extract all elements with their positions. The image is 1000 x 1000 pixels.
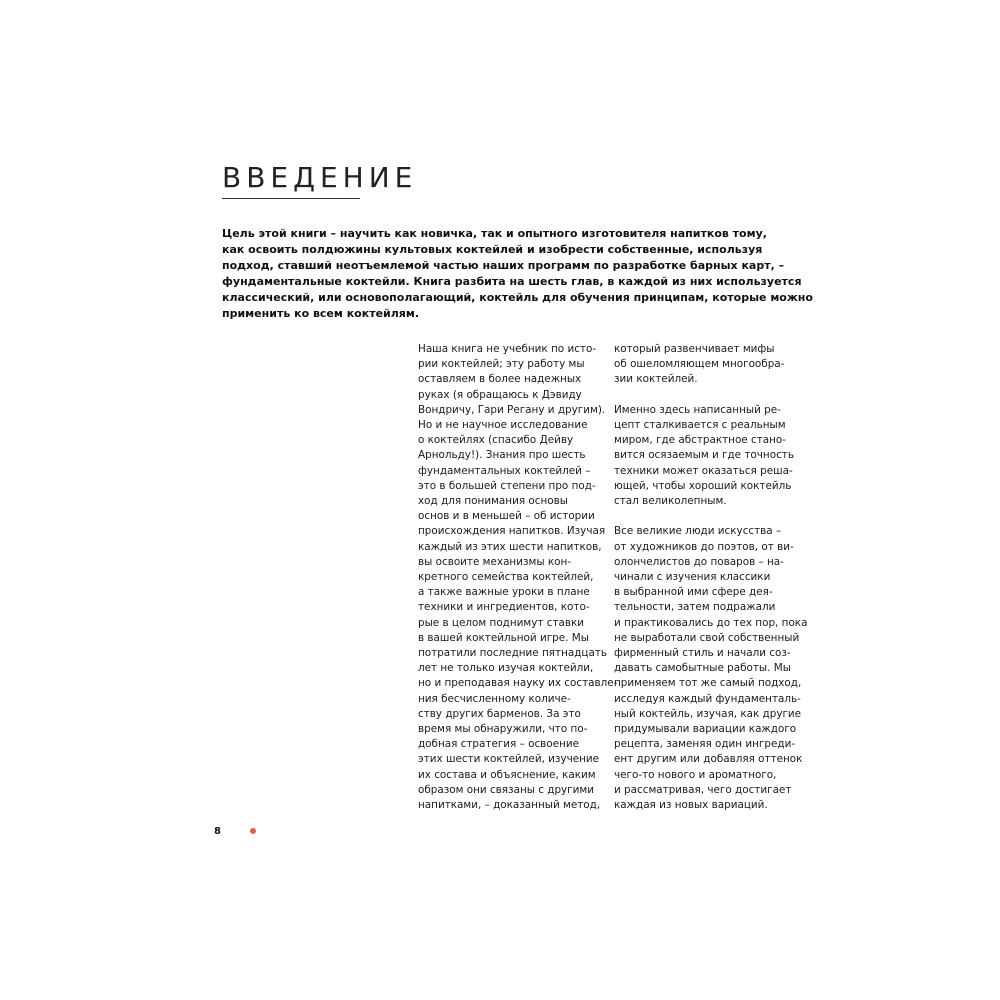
body-line: и рассматривая, чего достигает xyxy=(614,783,792,796)
body-line: каждая из новых вариаций. xyxy=(614,799,768,812)
body-line: вится осязаемым и где точность xyxy=(614,449,794,462)
body-line: руках (я обращаюсь к Дэвиду xyxy=(418,388,582,401)
lead-line: применить ко всем коктейлям. xyxy=(222,307,420,320)
body-line: Все великие люди искусства – xyxy=(614,525,782,538)
body-line: лет не только изучая коктейли, xyxy=(418,662,594,675)
lead-line: фундаментальные коктейли. Книга разбита на шесть глав, в каждой из них используется xyxy=(222,275,802,288)
body-line: происхождения напитков. Изучая xyxy=(418,525,606,538)
body-line: исследуя каждый фундаменталь- xyxy=(614,692,801,705)
body-line: в выбранной ими сфере дея- xyxy=(614,586,773,599)
body-line: время мы обнаружили, что по- xyxy=(418,723,588,736)
body-line: и практиковались до тех пор, пока xyxy=(614,616,808,629)
body-line: этих шести коктейлей, изучение xyxy=(418,753,600,766)
lead-line: подход, ставший неотъемлемой частью наших программ по разработке барных карт, – xyxy=(222,259,785,272)
body-line: образом они связаны с другими xyxy=(418,783,594,796)
body-line: рии коктейлей; эту работу мы xyxy=(418,358,585,371)
paragraph-gap xyxy=(614,509,784,524)
body-line: применяем тот же самый подход, xyxy=(614,677,802,690)
body-line: тельности, затем подражали xyxy=(614,601,776,614)
body-line: напитками, – доказанный метод, xyxy=(418,799,601,812)
body-line: их состава и объяснение, каким xyxy=(418,768,596,781)
body-line: цепт сталкивается с реальным xyxy=(614,419,786,431)
body-line: в вашей коктейльной игре. Мы xyxy=(418,631,589,644)
lead-line: классический, или основополагающий, коктейль для обучения принципам, которые можно xyxy=(222,291,813,304)
body-line: оставляем в более надежных xyxy=(418,373,582,386)
body-column-left xyxy=(418,342,618,813)
body-line: Арнольду!). Знания про шесть xyxy=(418,449,586,462)
body-line: не выработали свой собственный xyxy=(614,631,800,644)
body-line: техники может оказаться реша- xyxy=(614,464,793,477)
heading-underline xyxy=(222,198,360,199)
body-line: олончелистов до поваров – на- xyxy=(614,555,784,568)
body-line: потратили последние пятнадцать xyxy=(418,647,608,660)
body-line: от художников до поэтов, от ви- xyxy=(614,540,794,553)
body-line: ющей, чтобы хороший коктейль xyxy=(614,479,792,492)
body-line: Но и не научное исследование xyxy=(418,419,588,432)
body-line: вы освоите механизмы кон- xyxy=(418,555,572,568)
body-line: чего-то нового и ароматного, xyxy=(614,768,777,781)
lead-paragraph xyxy=(222,226,813,322)
body-line: добная стратегия – освоение xyxy=(418,738,579,751)
body-line: миром, где абстрактное стано- xyxy=(614,434,787,447)
paragraph-gap xyxy=(614,388,784,403)
body-line: который развенчивает мифы xyxy=(614,343,775,355)
body-line: фирменный стиль и начали соз- xyxy=(614,647,791,660)
body-line: ент другим или добавляя оттенок xyxy=(614,753,803,766)
body-line: Именно здесь написанный ре- xyxy=(614,403,781,416)
body-column-right xyxy=(614,342,808,813)
body-line: Наша книга не учебник по исто- xyxy=(418,343,597,355)
body-line: это в большей степени про под- xyxy=(418,479,596,492)
body-line: кретного семейства коктейлей, xyxy=(418,571,594,584)
body-line: ству других барменов. За это xyxy=(418,707,581,720)
body-line: но и преподавая науку их составле- xyxy=(418,677,618,690)
body-line: об ошеломляющем многообра- xyxy=(614,358,785,371)
body-line: ный коктейль, изучая, как другие xyxy=(614,707,802,720)
body-line: придумывали вариации каждого xyxy=(614,723,797,736)
body-line: а также важные уроки в плане xyxy=(418,586,590,599)
body-line: каждый из этих шести напитков, xyxy=(418,540,602,553)
page-number: 8 xyxy=(214,826,221,837)
body-line: Вондричу, Гари Регану и другим). xyxy=(418,403,606,416)
body-line: рые в целом поднимут ставки xyxy=(418,616,585,629)
body-line: фундаментальных коктейлей – xyxy=(418,464,591,477)
chapter-heading: ВВЕДЕНИЕ xyxy=(222,161,418,194)
body-line: зии коктейлей. xyxy=(614,373,698,386)
body-line: давать самобытные работы. Мы xyxy=(614,662,791,675)
body-line: основ и в меньшей – об истории xyxy=(418,510,595,523)
body-line: стал великолепным. xyxy=(614,495,727,508)
body-line: техники и ингредиентов, кото- xyxy=(418,601,590,614)
body-line: ния бесчисленному количе- xyxy=(418,692,571,705)
body-line: чинали с изучения классики xyxy=(614,571,771,584)
body-line: о коктейлях (спасибо Дейву xyxy=(418,434,574,447)
body-line: рецепта, заменяя один ингреди- xyxy=(614,738,796,751)
lead-line: как освоить полдюжины культовых коктейлей и изобрести собственные, используя xyxy=(222,243,763,256)
lead-line: Цель этой книги – научить как новичка, так и опытного изготовителя напитков тому, xyxy=(222,227,767,240)
page-marker-dot xyxy=(250,828,256,834)
body-line: ход для понимания основы xyxy=(418,495,568,508)
